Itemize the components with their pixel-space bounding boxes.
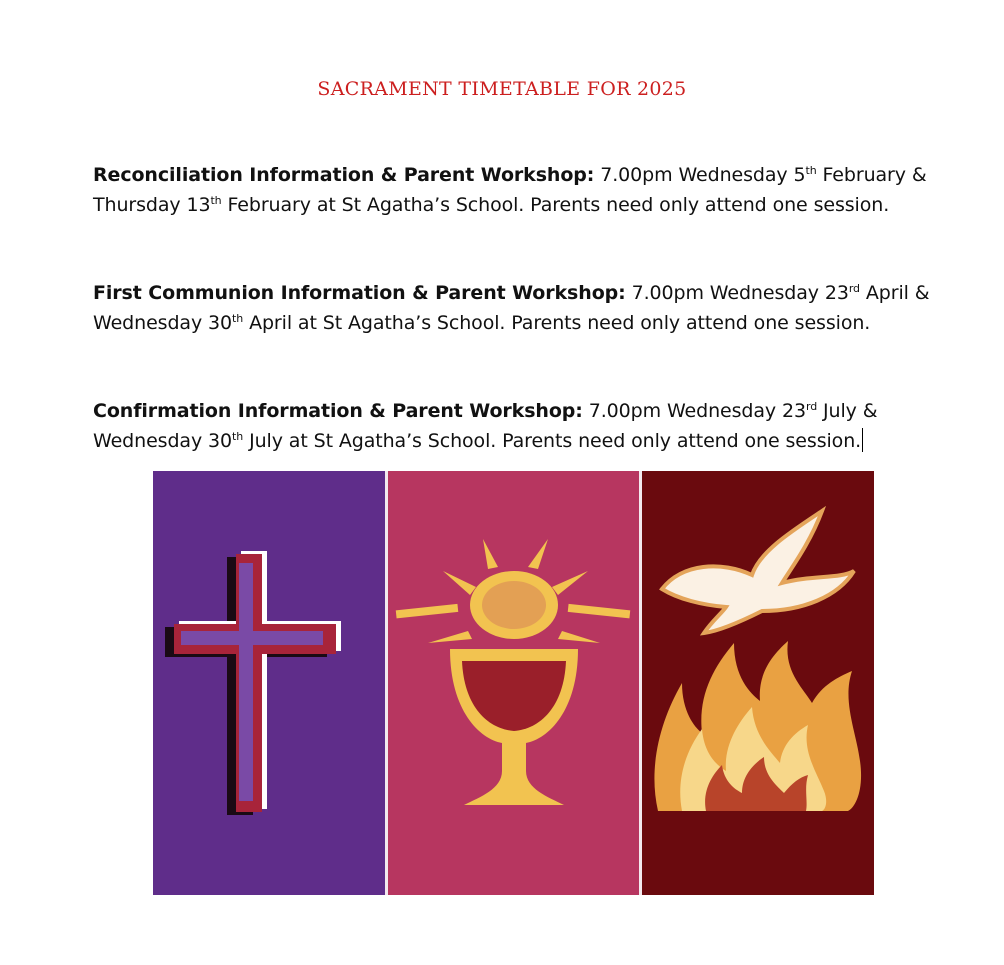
- ordinal-suffix: th: [232, 430, 244, 443]
- document-title: SACRAMENT TIMETABLE FOR 2025: [317, 78, 687, 100]
- reconciliation-text-1: 7.00pm Wednesday 5: [594, 164, 806, 186]
- reconciliation-paragraph: [93, 160, 953, 220]
- confirmation-text-4: July at St Agatha’s School. Parents need only attend one session.: [243, 430, 862, 452]
- communion-text-1: 7.00pm Wednesday 23: [625, 282, 849, 304]
- confirmation-text-2: July &: [817, 400, 878, 422]
- reconciliation-text-4: February at St Agatha’s School. Parents need only attend one session.: [221, 194, 890, 216]
- reconciliation-heading: Reconciliation Information & Parent Workshop:: [93, 164, 595, 186]
- communion-paragraph: [93, 278, 953, 338]
- confirmation-heading: Confirmation Information & Parent Workshop:: [93, 400, 583, 422]
- text-cursor: [862, 428, 863, 452]
- communion-heading: First Communion Information & Parent Workshop:: [93, 282, 626, 304]
- ordinal-suffix: th: [210, 194, 222, 207]
- sacrament-banner-image: [153, 471, 874, 895]
- cross-icon: [153, 471, 385, 895]
- ordinal-suffix: th: [805, 164, 817, 177]
- reconciliation-panel: [153, 471, 385, 895]
- confirmation-text-1: 7.00pm Wednesday 23: [582, 400, 806, 422]
- ordinal-suffix: th: [232, 312, 244, 325]
- confirmation-paragraph: [93, 396, 953, 456]
- reconciliation-text-3: Thursday 13: [93, 194, 211, 216]
- communion-panel: [388, 471, 639, 895]
- communion-text-3: Wednesday 30: [93, 312, 233, 334]
- communion-text-4: April at St Agatha’s School. Parents need only attend one session.: [243, 312, 871, 334]
- chalice-host-icon: [388, 471, 639, 895]
- confirmation-panel: [642, 471, 874, 895]
- confirmation-text-3: Wednesday 30: [93, 430, 233, 452]
- dove-flame-icon: [642, 471, 874, 895]
- communion-text-2: April &: [859, 282, 930, 304]
- reconciliation-text-2: February &: [816, 164, 927, 186]
- ordinal-suffix: rd: [848, 282, 860, 295]
- ordinal-suffix: rd: [805, 400, 818, 413]
